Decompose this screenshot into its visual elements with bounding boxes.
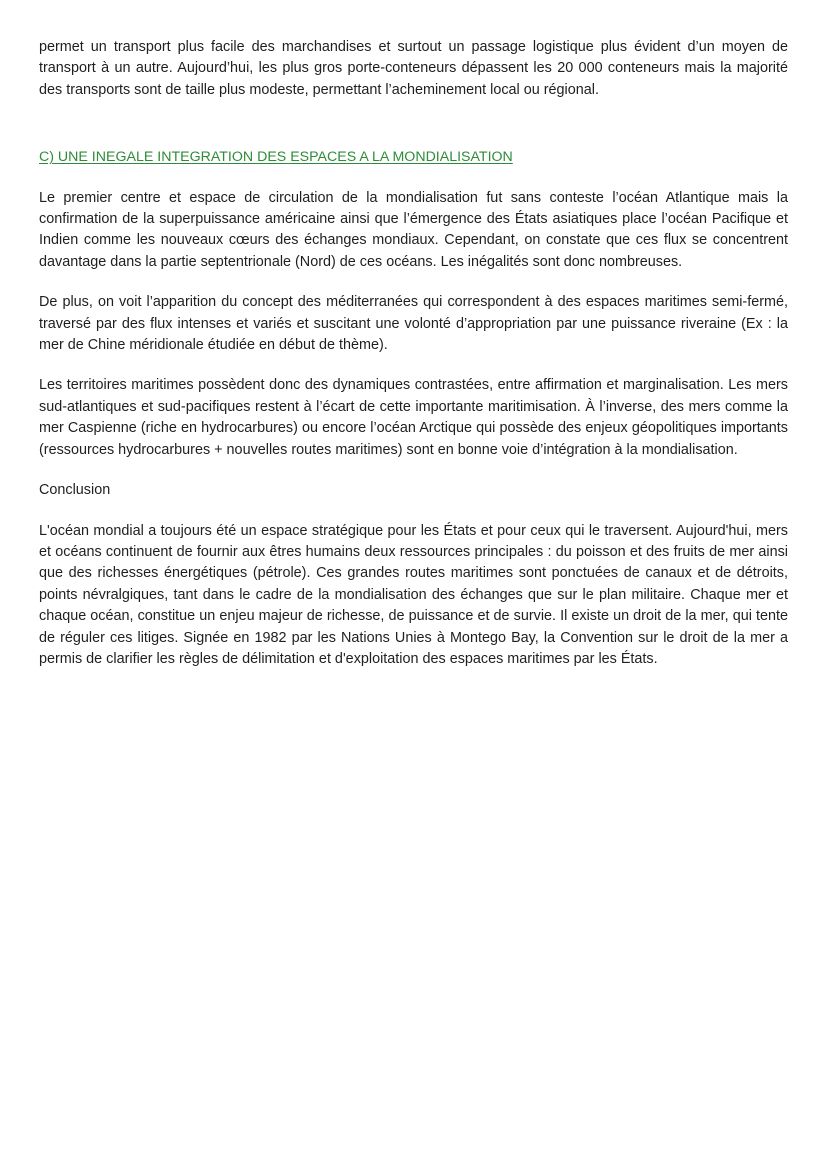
paragraph-mediterranees: De plus, on voit l’apparition du concept des méditerranées qui correspondent à des espaces maritimes semi-fermé, traversé par des flux intenses et variés et suscitant une volonté d’appropriation par une puissance riveraine (Ex : la mer de Chine méridionale étudiée en début de thème). — [39, 294, 788, 354]
document-body — [39, 37, 788, 670]
conclusion-paragraph: L'océan mondial a toujours été un espace stratégique pour les États et pour ceux qui le traversent. Aujourd'hui, mers et océans continuent de fournir aux êtres humains deux ressources principales : du poisson et des fruits de mer ainsi que des richesses énergétiques (pétrole). Ces grandes routes maritimes sont ponctuées de canaux et de détroits, points névralgiques, tant dans le cadre de la mondialisation des échanges que sur le plan militaire. Chaque mer et chaque océan, constitue un enjeu majeur de richesse, de puissance et de survie. Il existe un droit de la mer, qui tente de réguler ces litiges. Signée en 1982 par les Nations Unies à Montego Bay, la Convention sur le droit de la mer a permis de clarifier les règles de délimitation et d'exploitation des espaces maritimes par les États. — [39, 522, 788, 667]
conclusion-label: Conclusion — [39, 482, 111, 499]
section-heading: C) UNE INEGALE INTEGRATION DES ESPACES A LA MONDIALISATION — [39, 149, 513, 166]
intro-paragraph: permet un transport plus facile des marchandises et surtout un passage logistique plus évident d’un moyen de transport à un autre. Aujourd’hui, les plus gros porte-conteneurs dépassent les 20 000 conteneurs mais la majorité des transports sont de taille plus modeste, permettant l’acheminement local ou régional. — [39, 39, 788, 98]
paragraph-territoires: Les territoires maritimes possèdent donc des dynamiques contrastées, entre affirmation et marginalisation. Les mers sud-atlantiques et sud-pacifiques restent à l’écart de cette importante maritimisation. À l’inverse, des mers comme la mer Caspienne (riche en hydrocarbures) ou encore l’océan Arctique qui possède des enjeux géopolitiques importants (ressources hydrocarbures + nouvelles routes maritimes) sont en bonne voie d’intégration à la mondialisation. — [39, 377, 788, 458]
paragraph-atlantic: Le premier centre et espace de circulation de la mondialisation fut sans conteste l’océan Atlantique mais la confirmation de la superpuissance américaine ainsi que l’émergence des États asiatiques place l’océan Pacifique et Indien comme les nouveaux cœurs des échanges mondiaux. Cependant, on constate que ces flux se concentrent davantage dans la partie septentrionale (Nord) de ces océans. Les inégalités sont donc nombreuses. — [39, 189, 788, 270]
